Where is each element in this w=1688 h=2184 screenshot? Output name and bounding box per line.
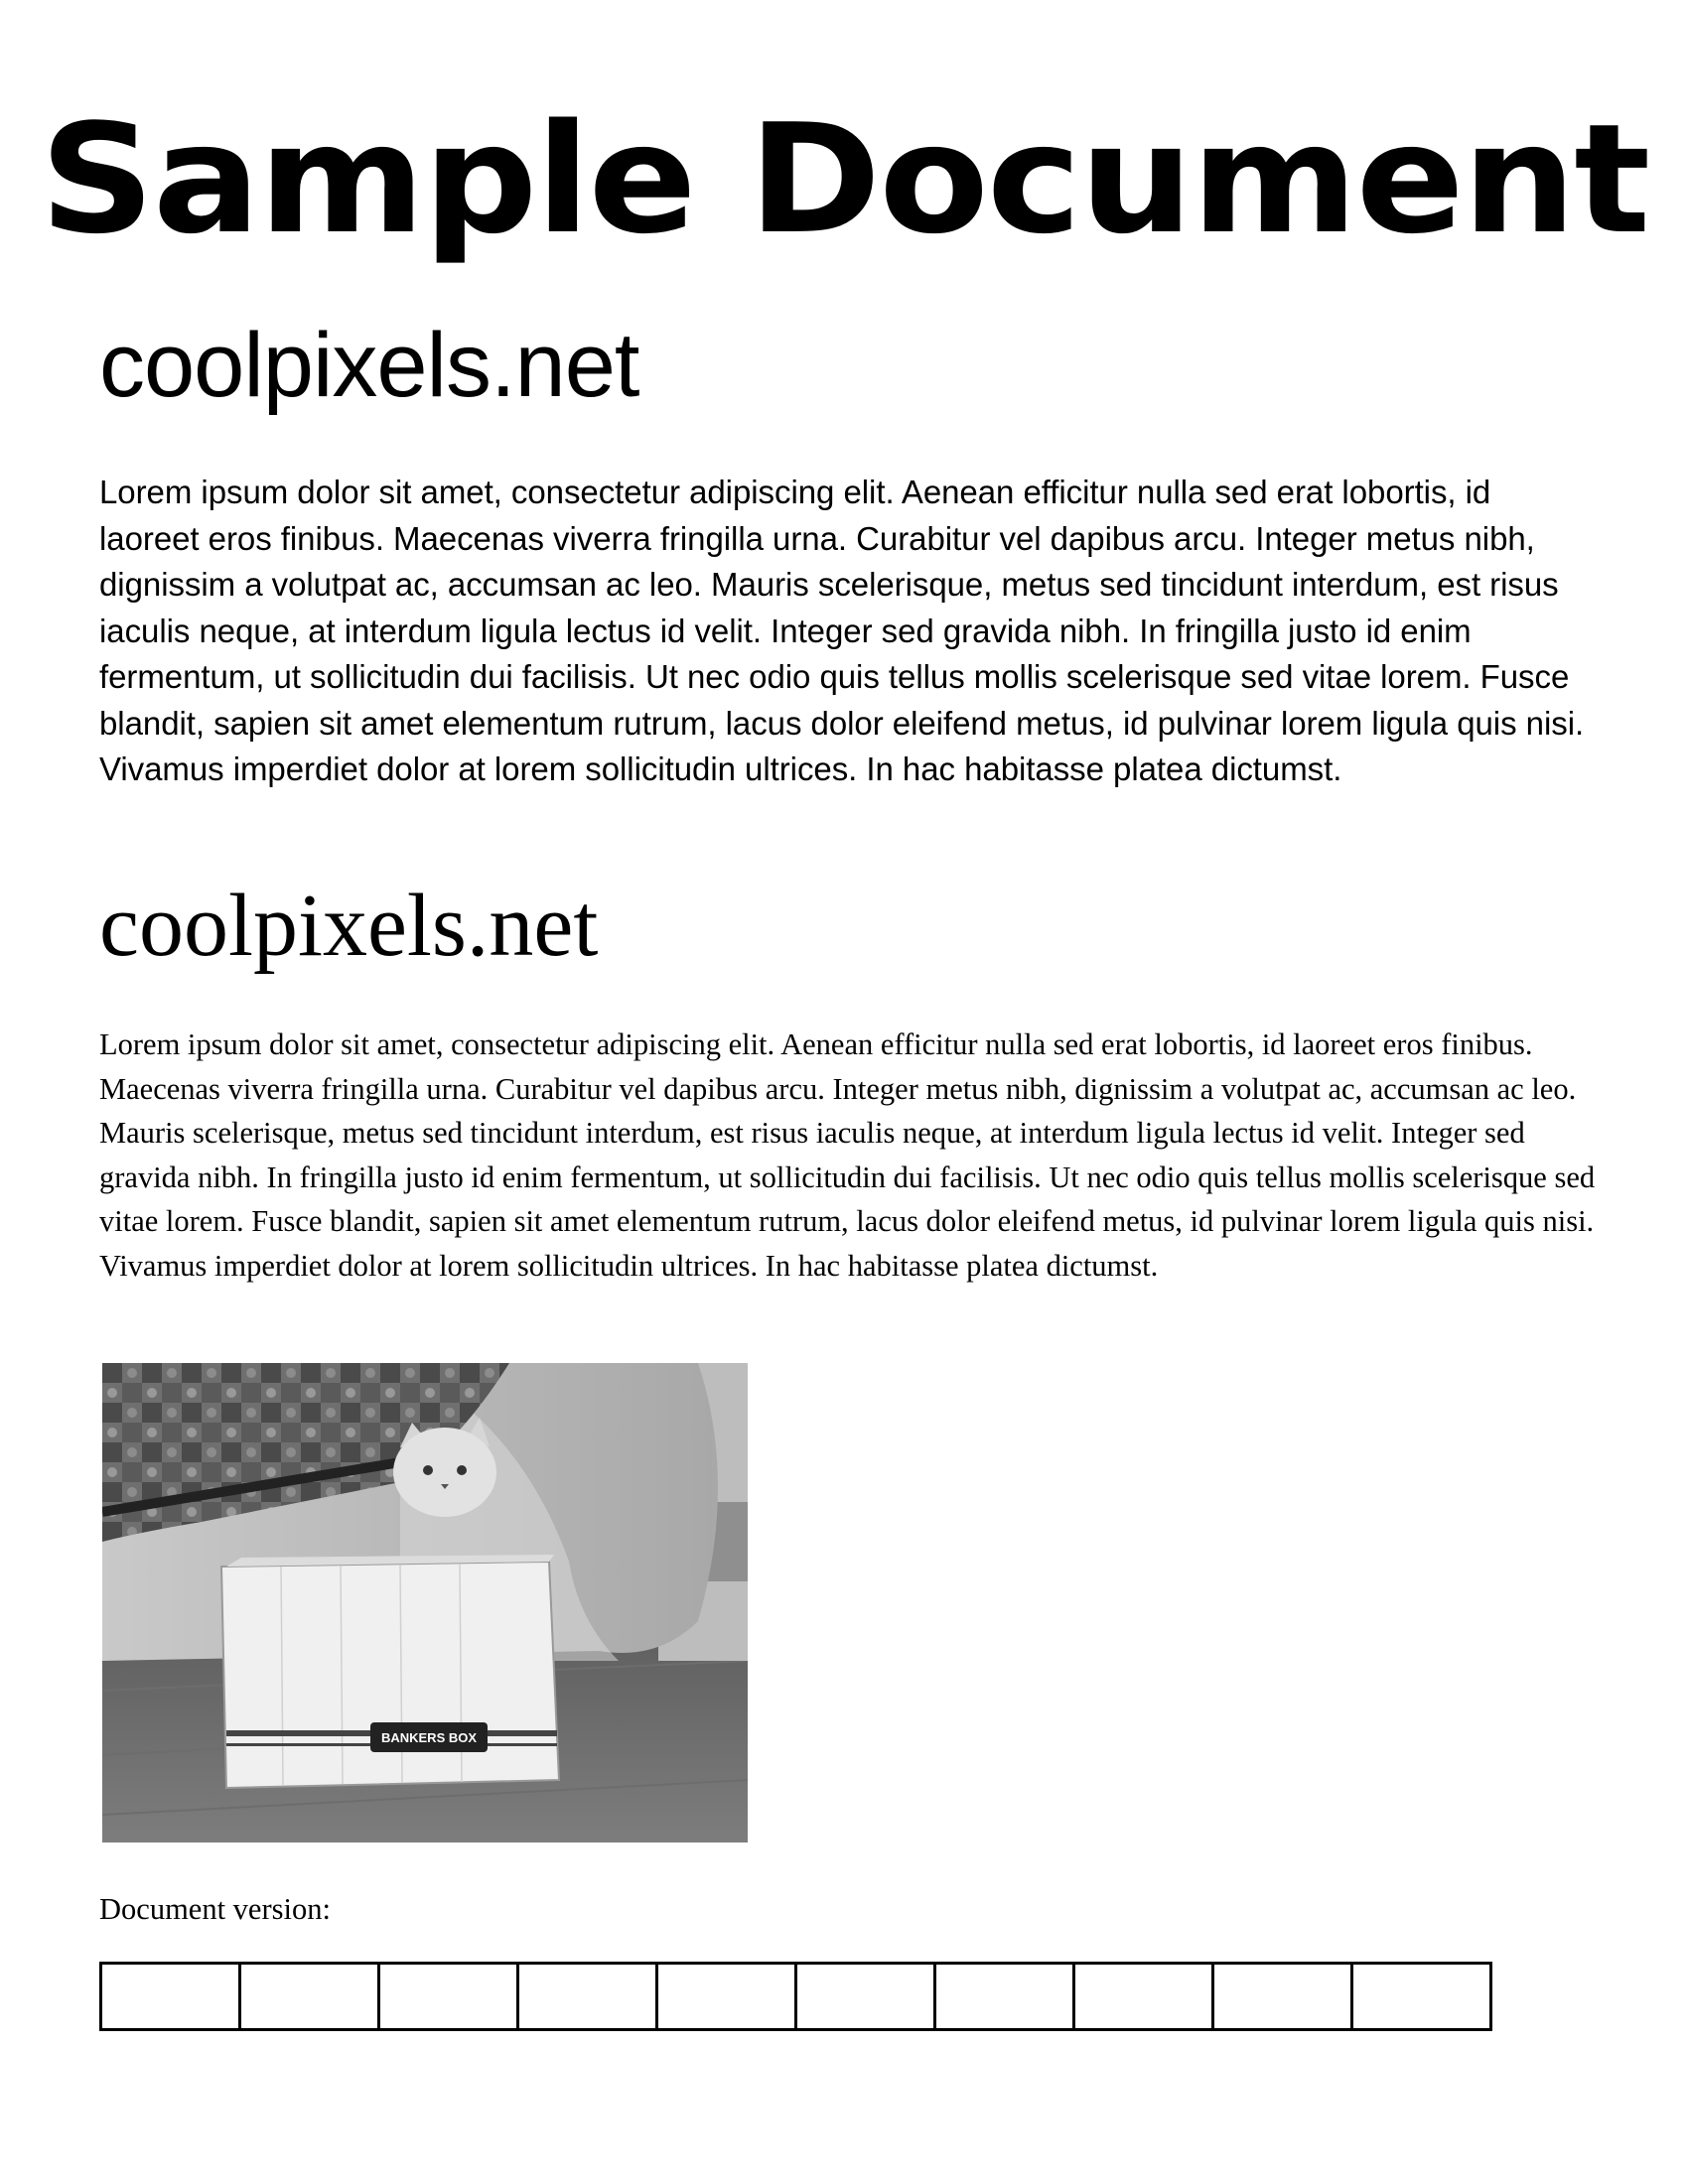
box-logo-text: BANKERS BOX	[380, 1730, 478, 1745]
document-version-boxes	[99, 1962, 1492, 2031]
version-char-box[interactable]	[1214, 1965, 1353, 2028]
version-char-box[interactable]	[1353, 1965, 1492, 2028]
body-paragraph-serif: Lorem ipsum dolor sit amet, consectetur adipiscing elit. Aenean efficitur nulla sed erat lobortis, id laoreet eros finibus. Maecenas viverra fringilla urna. Curabitur vel dapibus arcu. Integer metus nibh, dignissim a volutpat ac, accumsan ac leo. Mauris scelerisque, metus sed tincidunt interdum, est risus iaculis neque, at interdum ligula lectus id velit. Integer sed gravida nibh. In fringilla justo id enim fermentum, ut sollicitudin dui facilisis. Ut nec odio quis tellus mollis scelerisque sed vitae lorem. Fusce blandit, sapien sit amet elementum rutrum, lacus dolor eleifend metus, id pulvinar lorem ligula quis nisi. Vivamus imperdiet dolor at lorem sollicitudin ultrices. In hac habitasse platea dictumst.	[99, 1027, 1596, 1283]
document-version-label: Document version:	[99, 1892, 331, 1926]
version-char-box[interactable]	[241, 1965, 380, 2028]
body-paragraph-sans: Lorem ipsum dolor sit amet, consectetur adipiscing elit. Aenean efficitur nulla sed erat lobortis, id laoreet eros finibus. Maecenas viverra fringilla urna. Curabitur vel dapibus arcu. Integer metus nibh, dignissim a volutpat ac, accumsan ac leo. Mauris scelerisque, metus sed tincidunt interdum, est risus iaculis neque, at interdum ligula lectus id velit. Integer sed gravida nibh. In fringilla justo id enim fermentum, ut sollicitudin dui facilisis. Ut nec odio quis tellus mollis scelerisque sed vitae lorem. Fusce blandit, sapien sit amet elementum rutrum, lacus dolor eleifend metus, id pulvinar lorem ligula quis nisi. Vivamus imperdiet dolor at lorem sollicitudin ultrices. In hac habitasse platea dictumst.	[99, 474, 1585, 787]
version-char-box[interactable]	[380, 1965, 519, 2028]
version-char-box[interactable]	[102, 1965, 241, 2028]
version-char-box[interactable]	[658, 1965, 797, 2028]
cat-in-box-photo	[102, 1363, 748, 1843]
page-title: Sample Document	[39, 91, 1649, 267]
version-char-box[interactable]	[797, 1965, 936, 2028]
section-heading-sans: coolpixels.net	[99, 315, 639, 416]
version-char-box[interactable]	[519, 1965, 658, 2028]
version-char-box[interactable]	[936, 1965, 1075, 2028]
section-heading-serif: coolpixels.net	[99, 877, 599, 975]
version-char-box[interactable]	[1075, 1965, 1214, 2028]
